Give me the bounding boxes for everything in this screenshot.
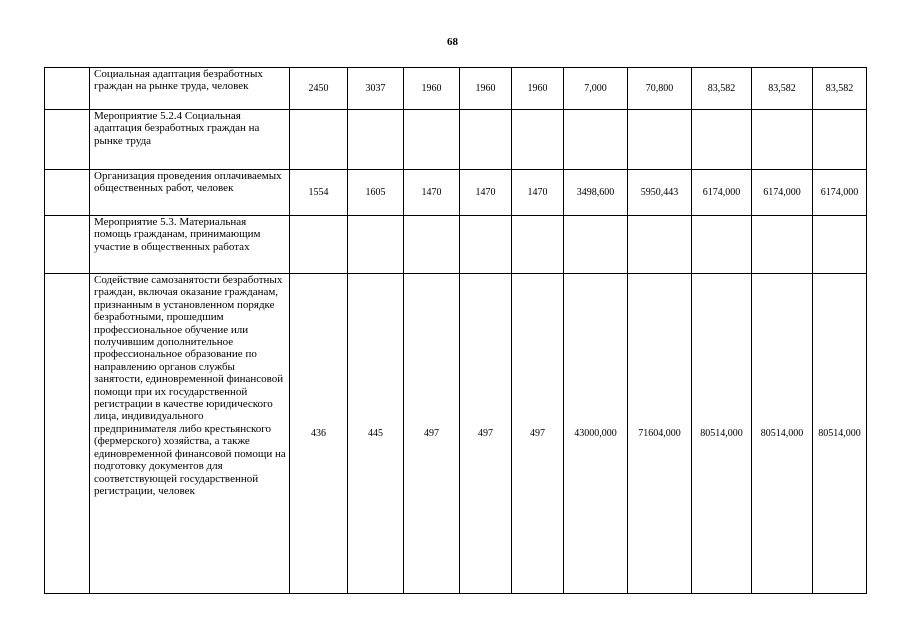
indicator-name: Социальная адаптация безработных граждан на рынке труда, человек (90, 68, 290, 110)
value-cell: 6174,000 (752, 170, 813, 216)
value-cell (460, 216, 512, 274)
value-cell (564, 216, 628, 274)
value-cell: 1605 (348, 170, 404, 216)
value-cell: 83,582 (752, 68, 813, 110)
value-cell: 1470 (460, 170, 512, 216)
value-cell: 6174,000 (813, 170, 867, 216)
row-index-cell (45, 216, 90, 274)
value-cell (290, 216, 348, 274)
value-cell (348, 216, 404, 274)
measure-name: Мероприятие 5.2.4 Социальная адаптация безработных граждан на рынке труда (90, 110, 290, 170)
value-cell: 71604,000 (628, 274, 692, 594)
indicator-name: Организация проведения оплачиваемых общественных работ, человек (90, 170, 290, 216)
value-cell (692, 110, 752, 170)
value-cell (813, 110, 867, 170)
indicators-table (44, 67, 867, 594)
value-cell (628, 216, 692, 274)
value-cell (692, 216, 752, 274)
value-cell (404, 216, 460, 274)
value-cell: 80514,000 (692, 274, 752, 594)
row-index-cell (45, 170, 90, 216)
measure-name: Мероприятие 5.3. Материальная помощь гражданам, принимающим участие в общественных работах (90, 216, 290, 274)
value-cell: 5950,443 (628, 170, 692, 216)
value-cell: 3037 (348, 68, 404, 110)
value-cell (813, 216, 867, 274)
value-cell: 83,582 (813, 68, 867, 110)
value-cell: 1554 (290, 170, 348, 216)
value-cell (752, 216, 813, 274)
value-cell (404, 110, 460, 170)
value-cell (348, 110, 404, 170)
value-cell: 445 (348, 274, 404, 594)
value-cell (628, 110, 692, 170)
row-index-cell (45, 110, 90, 170)
value-cell: 6174,000 (692, 170, 752, 216)
indicator-name: Содействие самозанятости безработных граждан, включая оказание гражданам, признанным в установленном порядке безработными, прошедшим профессиональное обучение или получившим дополнительное профессиональное образование по направлению органов службы занятости, единовременной финансовой помощи при их государственной регистрации в качестве юридического лица, индивидуального предпринимателя либо крестьянского (фермерского) хозяйства, а также единовременной финансовой помощи на подготовку документов для соответствующей государственной регистрации, человек (90, 274, 290, 594)
value-cell: 83,582 (692, 68, 752, 110)
value-cell (512, 110, 564, 170)
value-cell: 70,800 (628, 68, 692, 110)
value-cell (290, 110, 348, 170)
table-row (45, 68, 867, 110)
value-cell: 2450 (290, 68, 348, 110)
value-cell: 497 (460, 274, 512, 594)
value-cell (512, 216, 564, 274)
table-row (45, 216, 867, 274)
value-cell: 1470 (404, 170, 460, 216)
value-cell: 1960 (512, 68, 564, 110)
value-cell: 497 (404, 274, 460, 594)
page-number: 68 (447, 36, 458, 48)
value-cell: 43000,000 (564, 274, 628, 594)
value-cell (752, 110, 813, 170)
table-row (45, 170, 867, 216)
table-row (45, 110, 867, 170)
value-cell: 7,000 (564, 68, 628, 110)
value-cell: 436 (290, 274, 348, 594)
value-cell (460, 110, 512, 170)
value-cell: 80514,000 (752, 274, 813, 594)
value-cell: 3498,600 (564, 170, 628, 216)
row-index-cell (45, 68, 90, 110)
value-cell: 80514,000 (813, 274, 867, 594)
value-cell (564, 110, 628, 170)
table-row (45, 274, 867, 594)
row-index-cell (45, 274, 90, 594)
value-cell: 1470 (512, 170, 564, 216)
value-cell: 1960 (404, 68, 460, 110)
value-cell: 1960 (460, 68, 512, 110)
value-cell: 497 (512, 274, 564, 594)
